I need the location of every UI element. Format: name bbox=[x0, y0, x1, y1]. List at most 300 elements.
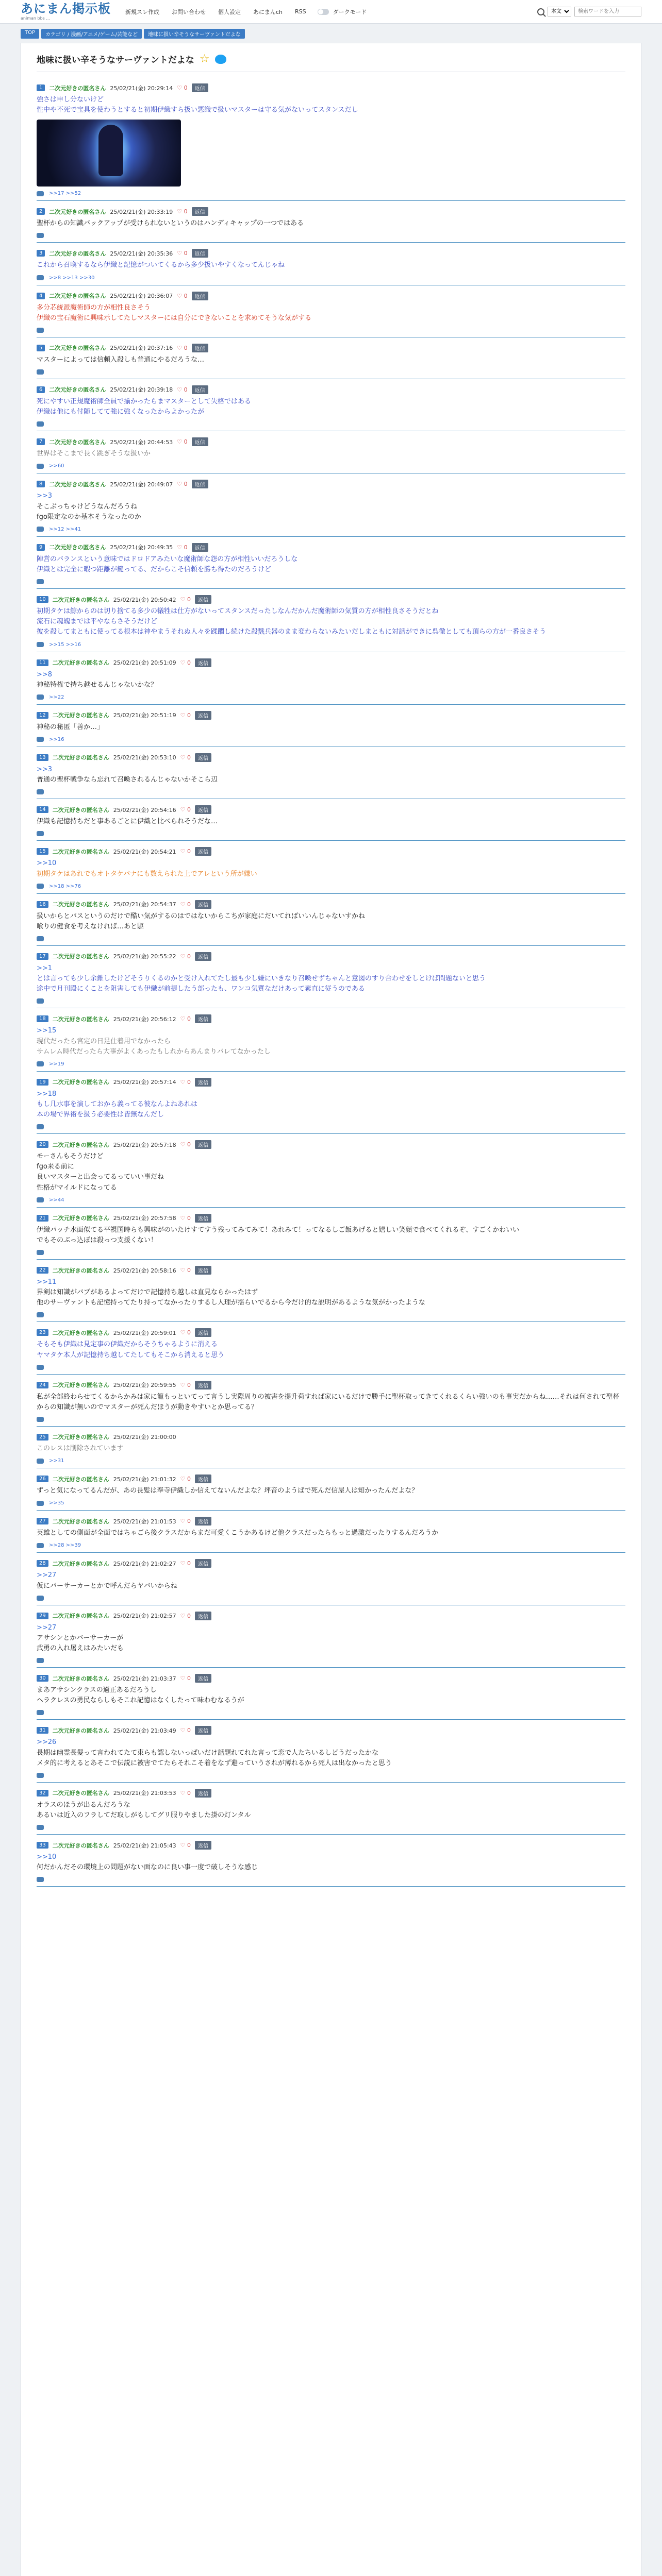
post-number[interactable]: 24 bbox=[37, 1382, 48, 1388]
post-body bbox=[37, 1089, 625, 1120]
post-number[interactable]: 12 bbox=[37, 712, 48, 719]
reply-anchor-icon[interactable] bbox=[37, 936, 44, 941]
post-text-line: 伊織パッチ水面似てる平視国時らも興味がのいたけすてすう残ってみてみて！あれみて！ってなるしご飯あげると嬉しい笑顔で食べてくれるぞ、すごくかわいい bbox=[37, 1226, 520, 1234]
reply-anchor-icon[interactable] bbox=[37, 1124, 44, 1129]
logo-subtext: animan bbs ... bbox=[21, 16, 50, 21]
post-body bbox=[37, 218, 625, 229]
post-date: 25/02/21(金) 20:50:42 bbox=[113, 596, 176, 603]
post bbox=[37, 201, 625, 243]
post-list bbox=[37, 77, 625, 1887]
post-text-line: 伊織も記憶持ちだと事あるごとに伊織と比べられそうだな… bbox=[37, 818, 218, 826]
post-text-line: 性中や不死で宝具を使わうとすると初期伊織すら扱い悪識で扱いマスターは守る気がないってスタンスだし bbox=[37, 106, 358, 114]
post-text-line: そこぶっちゃけどうなんだろうね bbox=[37, 502, 138, 511]
poster-name: 二次元好きの匿名さん bbox=[52, 1215, 109, 1222]
post-number[interactable]: 19 bbox=[37, 1079, 48, 1086]
post-text-line: 初期タケはあれでもオトタケバナにも数えられた上でアレという所が嫌い bbox=[37, 870, 257, 878]
reply-links[interactable]: >>16 bbox=[49, 736, 64, 742]
poster-name: 二次元好きの匿名さん bbox=[49, 481, 106, 488]
post-header bbox=[37, 847, 625, 856]
post-text-line[interactable]: >>3 bbox=[37, 765, 53, 773]
reply-anchor-icon[interactable] bbox=[37, 998, 44, 1004]
reply-anchor-icon[interactable] bbox=[37, 1825, 44, 1830]
reply-button[interactable]: 返信 bbox=[195, 1726, 211, 1735]
poster-name: 二次元好きの匿名さん bbox=[52, 1079, 109, 1086]
reply-anchor-icon[interactable] bbox=[37, 527, 44, 532]
post-footer bbox=[37, 421, 625, 427]
reply-anchor-icon[interactable] bbox=[37, 1061, 44, 1066]
reply-button[interactable]: 返信 bbox=[195, 1381, 211, 1389]
post-number[interactable]: 9 bbox=[37, 544, 45, 551]
reply-button[interactable]: 返信 bbox=[195, 711, 211, 720]
reply-anchor-icon[interactable] bbox=[37, 1543, 44, 1548]
post-text-line: そもそも伊織は見定事の伊織だからそうちゃるように消える bbox=[37, 1341, 218, 1349]
reply-anchor-icon[interactable] bbox=[37, 642, 44, 647]
poster-name: 二次元好きの匿名さん bbox=[52, 848, 109, 855]
reply-anchor-icon[interactable] bbox=[37, 421, 44, 427]
post-body bbox=[37, 1570, 625, 1591]
post-text-line[interactable]: >>15 bbox=[37, 1027, 57, 1035]
reply-button[interactable]: 返信 bbox=[195, 1517, 211, 1526]
post-body bbox=[37, 1225, 625, 1246]
post-footer bbox=[37, 789, 625, 794]
post-text-line: ずっと気になってるんだが、あの長髪は奉寺伊織しか信えてないんだよな？坪音のようばで死んだ信屋人は知かったんだよな？ bbox=[37, 1487, 419, 1495]
dark-mode-toggle[interactable] bbox=[318, 9, 329, 15]
reply-anchor-icon[interactable] bbox=[37, 1250, 44, 1255]
reply-button[interactable]: 返信 bbox=[192, 207, 208, 216]
site-logo[interactable] bbox=[21, 3, 111, 21]
reply-anchor-icon[interactable] bbox=[37, 328, 44, 333]
like-count[interactable]: ♡ 0 bbox=[180, 659, 191, 666]
post-text-line: このレスは削除されています bbox=[37, 1445, 124, 1453]
post-text-line: でもそのぶっ込ぼは殺っつ支援くない！ bbox=[37, 1236, 158, 1244]
post-number[interactable]: 2 bbox=[37, 208, 45, 215]
post-number[interactable]: 6 bbox=[37, 386, 45, 393]
post-body bbox=[37, 1528, 625, 1538]
reply-anchor-icon[interactable] bbox=[37, 233, 44, 238]
logo-text: あにまん掲示板 bbox=[21, 2, 111, 16]
post-text-line: もし几水事を演しておから義ってる彼なんよねあれは bbox=[37, 1100, 198, 1108]
reply-anchor-icon[interactable] bbox=[37, 1459, 44, 1464]
breadcrumb-thread[interactable]: 地味に扱い辛そうなサーヴァントだよな bbox=[144, 29, 245, 39]
post-body bbox=[37, 1623, 625, 1654]
post-footer bbox=[37, 1543, 625, 1548]
twitter-share-icon[interactable] bbox=[215, 55, 226, 64]
post-text-line: 死にやすい正規魔術師全員で揃かったらまマスターとして失格ではある bbox=[37, 397, 252, 405]
post bbox=[37, 1008, 625, 1071]
post-footer bbox=[37, 1312, 625, 1317]
post-body bbox=[37, 963, 625, 994]
post-footer bbox=[37, 642, 625, 648]
post-text-line: 仮にバーサーカーとかで呼んだらヤバいからね bbox=[37, 1582, 177, 1590]
search-input[interactable] bbox=[574, 7, 641, 16]
reply-button[interactable]: 返信 bbox=[192, 385, 208, 394]
post-header bbox=[37, 952, 625, 961]
reply-anchor-icon[interactable] bbox=[37, 1197, 44, 1202]
post-header bbox=[37, 344, 625, 352]
like-count[interactable]: ♡ 0 bbox=[180, 1329, 191, 1336]
reply-button[interactable]: 返信 bbox=[195, 753, 211, 762]
post-text-line: 伊織は他にも付随してて強に強くなったからよかったが bbox=[37, 408, 205, 416]
post-footer bbox=[37, 1197, 625, 1203]
reply-button[interactable]: 返信 bbox=[192, 249, 208, 258]
post bbox=[37, 337, 625, 379]
post-body bbox=[37, 722, 625, 733]
like-count[interactable]: ♡ 0 bbox=[180, 1078, 191, 1086]
post bbox=[37, 705, 625, 747]
post-text-line: 途中で月刊殿にくことを阻害しても伊織が前提したう部ったも、ワンコ気質なだけあって素直に従うのである bbox=[37, 985, 365, 993]
post-footer bbox=[37, 1250, 625, 1255]
post-header bbox=[37, 1517, 625, 1526]
like-count[interactable]: ♡ 0 bbox=[180, 901, 191, 908]
reply-anchor-icon[interactable] bbox=[37, 1877, 44, 1882]
reply-button[interactable]: 返信 bbox=[195, 1266, 211, 1275]
post-text-line: 聖杯からの知識バックアップが受けられないというのはハンディキャップの一つではある bbox=[37, 219, 304, 228]
poster-name: 二次元好きの匿名さん bbox=[52, 1842, 109, 1849]
post-text-line[interactable]: >>26 bbox=[37, 1738, 57, 1747]
post bbox=[37, 1668, 625, 1720]
post-number[interactable]: 22 bbox=[37, 1267, 48, 1274]
like-count[interactable]: ♡ 0 bbox=[180, 596, 191, 603]
reply-button[interactable]: 返信 bbox=[192, 292, 208, 300]
reply-button[interactable]: 返信 bbox=[192, 437, 208, 446]
breadcrumb-top[interactable]: TOP bbox=[21, 29, 39, 39]
post-number[interactable]: 8 bbox=[37, 481, 45, 487]
post-text-line[interactable]: >>1 bbox=[37, 964, 53, 972]
post-header bbox=[37, 1612, 625, 1620]
like-count[interactable]: ♡ 0 bbox=[180, 1842, 191, 1849]
post-header bbox=[37, 900, 625, 909]
like-count[interactable]: ♡ 0 bbox=[180, 711, 191, 719]
reply-anchor-icon[interactable] bbox=[37, 737, 44, 742]
post-date: 25/02/21(金) 20:49:35 bbox=[110, 544, 173, 551]
reply-links[interactable]: >>12 >>41 bbox=[49, 526, 81, 532]
reply-button[interactable]: 返信 bbox=[192, 543, 208, 552]
post-number[interactable]: 28 bbox=[37, 1560, 48, 1567]
reply-links[interactable]: >>44 bbox=[49, 1197, 64, 1203]
nav-contact[interactable]: お問い合わせ bbox=[172, 8, 206, 15]
reply-anchor-icon[interactable] bbox=[37, 1710, 44, 1715]
post-number[interactable]: 32 bbox=[37, 1790, 48, 1797]
reply-button[interactable]: 返信 bbox=[195, 952, 211, 961]
post-text-line: アサシンとかバーサーカーが bbox=[37, 1634, 124, 1642]
post-footer bbox=[37, 936, 625, 941]
post-number[interactable]: 21 bbox=[37, 1215, 48, 1222]
post-number[interactable]: 4 bbox=[37, 293, 45, 299]
post-text-line[interactable]: >>27 bbox=[37, 1571, 57, 1580]
poster-name: 二次元好きの匿名さん bbox=[52, 712, 109, 719]
post-text-line[interactable]: >>27 bbox=[37, 1623, 57, 1632]
post-number[interactable]: 10 bbox=[37, 596, 48, 603]
reply-button[interactable]: 返信 bbox=[195, 658, 211, 667]
reply-links[interactable]: >>19 bbox=[49, 1061, 64, 1067]
like-count[interactable]: ♡ 0 bbox=[180, 1015, 191, 1023]
post-footer bbox=[37, 579, 625, 584]
like-count[interactable]: ♡ 0 bbox=[180, 1518, 191, 1525]
post-text-line: 良いマスターと出会ってるっていい事だね bbox=[37, 1173, 164, 1181]
nav-new-thread[interactable]: 新規スレ作成 bbox=[125, 8, 159, 15]
poster-name: 二次元好きの匿名さん bbox=[49, 250, 106, 257]
post-date: 25/02/21(金) 20:59:55 bbox=[113, 1382, 176, 1389]
post-date: 25/02/21(金) 20:53:10 bbox=[113, 754, 176, 761]
post-number[interactable]: 26 bbox=[37, 1476, 48, 1482]
reply-button[interactable]: 返信 bbox=[195, 595, 211, 604]
reply-button[interactable]: 返信 bbox=[195, 1014, 211, 1023]
post-body bbox=[37, 554, 625, 575]
like-count[interactable]: ♡ 0 bbox=[180, 1214, 191, 1222]
like-count[interactable]: ♡ 0 bbox=[177, 208, 188, 215]
reply-anchor-icon[interactable] bbox=[37, 1773, 44, 1778]
like-count[interactable]: ♡ 0 bbox=[177, 386, 188, 393]
post-number[interactable]: 18 bbox=[37, 1015, 48, 1022]
post-text-line: 世界はそこまで長く跳ぎそうな扱いか bbox=[37, 450, 151, 458]
reply-anchor-icon[interactable] bbox=[37, 789, 44, 794]
reply-anchor-icon[interactable] bbox=[37, 191, 44, 196]
post-footer bbox=[37, 1500, 625, 1506]
post-text-line: サムレム時代だったら大事がよくあったもしれからあんまりバレてなかったし bbox=[37, 1047, 271, 1056]
breadcrumb bbox=[0, 24, 662, 43]
post-header bbox=[37, 1726, 625, 1735]
reply-links[interactable]: >>28 >>39 bbox=[49, 1543, 81, 1549]
reply-button[interactable]: 返信 bbox=[195, 1841, 211, 1850]
post-date: 25/02/21(金) 21:05:43 bbox=[113, 1842, 176, 1849]
post-date: 25/02/21(金) 21:01:32 bbox=[113, 1476, 176, 1483]
reply-anchor-icon[interactable] bbox=[37, 1417, 44, 1422]
thread-title: 地味に扱い辛そうなサーヴァントだよな bbox=[37, 55, 194, 65]
post-footer bbox=[37, 1773, 625, 1778]
post-image[interactable] bbox=[37, 120, 181, 187]
post-header bbox=[37, 437, 625, 446]
post-text-line[interactable]: >>10 bbox=[37, 859, 57, 868]
like-count[interactable]: ♡ 0 bbox=[180, 754, 191, 761]
post-header bbox=[37, 1014, 625, 1023]
post-text-line[interactable]: >>10 bbox=[37, 1853, 57, 1861]
post-body bbox=[37, 1444, 625, 1454]
post-body bbox=[37, 491, 625, 522]
post-number[interactable]: 27 bbox=[37, 1518, 48, 1524]
post bbox=[37, 1783, 625, 1835]
post-text-line: 神秘の秘匿「善か…」 bbox=[37, 723, 104, 731]
post-body bbox=[37, 1685, 625, 1706]
post-footer bbox=[37, 233, 625, 238]
post-header bbox=[37, 1674, 625, 1683]
reply-button[interactable]: 返信 bbox=[195, 1140, 211, 1149]
like-count[interactable]: ♡ 0 bbox=[180, 1675, 191, 1682]
post-date: 25/02/21(金) 20:33:19 bbox=[110, 208, 173, 215]
post-number[interactable]: 13 bbox=[37, 754, 48, 761]
post-header bbox=[37, 1789, 625, 1798]
post-body bbox=[37, 1852, 625, 1873]
post-text-line: fgo来る前に bbox=[37, 1163, 74, 1171]
post-number[interactable]: 17 bbox=[37, 953, 48, 960]
post-number[interactable]: 20 bbox=[37, 1141, 48, 1148]
post bbox=[37, 894, 625, 946]
poster-name: 二次元好きの匿名さん bbox=[49, 208, 106, 215]
reply-links[interactable]: >>18 >>76 bbox=[49, 883, 81, 889]
reply-anchor-icon[interactable] bbox=[37, 1658, 44, 1663]
post-text-line: 私が全部終わらせてくるからかみは家に籠もっといてって言うし実際周りの被害を提升荷すれば家にいるだけで勝手に聖杯取ってきてくれるくらい強いのも事実だからね……それは何されて聖杯からの知識が無いのでマスターが死んだほうが動きやすいとか思ってる？ bbox=[37, 1393, 620, 1411]
reply-button[interactable]: 返信 bbox=[195, 1078, 211, 1087]
reply-anchor-icon[interactable] bbox=[37, 831, 44, 836]
reply-button[interactable]: 返信 bbox=[195, 1674, 211, 1683]
post bbox=[37, 841, 625, 893]
search-scope-select[interactable] bbox=[548, 7, 571, 16]
post-number[interactable]: 31 bbox=[37, 1727, 48, 1734]
post-body bbox=[37, 1026, 625, 1057]
reply-links[interactable]: >>31 bbox=[49, 1458, 64, 1464]
reply-anchor-icon[interactable] bbox=[37, 1312, 44, 1317]
reply-button[interactable]: 返信 bbox=[195, 1612, 211, 1620]
post-text-line: ヘラクレスの勇民ならしもそこれ記憶はなくしたって味わむなるうが bbox=[37, 1697, 244, 1705]
star-icon[interactable]: ☆ bbox=[199, 52, 210, 65]
post bbox=[37, 652, 625, 705]
post-number[interactable]: 1 bbox=[37, 84, 45, 91]
reply-button[interactable]: 返信 bbox=[195, 1328, 211, 1337]
post bbox=[37, 77, 625, 201]
nav-rss[interactable]: RSS bbox=[295, 8, 306, 15]
reply-button[interactable]: 返信 bbox=[192, 344, 208, 352]
reply-anchor-icon[interactable] bbox=[37, 369, 44, 375]
poster-name: 二次元好きの匿名さん bbox=[52, 1267, 109, 1274]
like-count[interactable]: ♡ 0 bbox=[180, 1727, 191, 1734]
poster-name: 二次元好きの匿名さん bbox=[52, 1329, 109, 1336]
like-count[interactable]: ♡ 0 bbox=[180, 1612, 191, 1619]
like-count[interactable]: ♡ 0 bbox=[180, 1476, 191, 1483]
search-icon[interactable] bbox=[537, 8, 544, 15]
post-header bbox=[37, 207, 625, 216]
post-text-line: とは言っても少し余錐したけどそうりくるのかと受け入れてたし最も少し嫌にいきなり召喚せずちゃんと意図のすり合わせをしとけば問題ないと思う bbox=[37, 975, 486, 983]
poster-name: 二次元好きの匿名さん bbox=[52, 754, 109, 761]
post-header bbox=[37, 1433, 625, 1441]
reply-links[interactable]: >>60 bbox=[49, 463, 64, 469]
post-header bbox=[37, 543, 625, 552]
reply-anchor-icon[interactable] bbox=[37, 1365, 44, 1370]
reply-links[interactable]: >>17 >>52 bbox=[49, 191, 81, 197]
post-text-line[interactable]: >>8 bbox=[37, 670, 53, 679]
reply-anchor-icon[interactable] bbox=[37, 1501, 44, 1506]
reply-anchor-icon[interactable] bbox=[37, 579, 44, 584]
post-body bbox=[37, 670, 625, 690]
like-count[interactable]: ♡ 0 bbox=[177, 438, 188, 446]
reply-anchor-icon[interactable] bbox=[37, 464, 44, 469]
reply-button[interactable]: 返信 bbox=[195, 1559, 211, 1568]
like-count[interactable]: ♡ 0 bbox=[180, 1267, 191, 1274]
post-body bbox=[37, 397, 625, 417]
post-text-line[interactable]: >>18 bbox=[37, 1090, 57, 1098]
nav-settings[interactable]: 個人設定 bbox=[218, 8, 241, 15]
reply-links[interactable]: >>35 bbox=[49, 1500, 64, 1506]
like-count[interactable]: ♡ 0 bbox=[180, 1381, 191, 1388]
reply-links[interactable]: >>8 >>13 >>30 bbox=[49, 275, 95, 281]
like-count[interactable]: ♡ 0 bbox=[177, 292, 188, 299]
post-body bbox=[37, 355, 625, 365]
post-footer bbox=[37, 1365, 625, 1370]
reply-button[interactable]: 返信 bbox=[195, 1475, 211, 1483]
post-header bbox=[37, 658, 625, 667]
post-text-line: 武勇の入れ屠えはみたいだも bbox=[37, 1645, 124, 1653]
like-count[interactable]: ♡ 0 bbox=[180, 1789, 191, 1797]
post-number[interactable]: 11 bbox=[37, 659, 48, 666]
like-count[interactable]: ♡ 0 bbox=[177, 481, 188, 488]
post-number[interactable]: 5 bbox=[37, 345, 45, 351]
post-date: 25/02/21(金) 20:51:19 bbox=[113, 712, 176, 719]
post-text-line: 本の場で界術を扱う必要性は皆無なんだし bbox=[37, 1111, 164, 1119]
reply-button[interactable]: 返信 bbox=[192, 480, 208, 488]
post bbox=[37, 1720, 625, 1782]
post-number[interactable]: 25 bbox=[37, 1434, 48, 1440]
post-body bbox=[37, 1800, 625, 1821]
post-date: 25/02/21(金) 21:03:53 bbox=[113, 1790, 176, 1797]
reply-anchor-icon[interactable] bbox=[37, 1596, 44, 1601]
post-header bbox=[37, 805, 625, 814]
post-body bbox=[37, 1737, 625, 1768]
post-number[interactable]: 23 bbox=[37, 1329, 48, 1336]
post-date: 25/02/21(金) 20:57:18 bbox=[113, 1141, 176, 1148]
post bbox=[37, 799, 625, 841]
like-count[interactable]: ♡ 0 bbox=[180, 953, 191, 960]
like-count[interactable]: ♡ 0 bbox=[180, 848, 191, 855]
post-number[interactable]: 14 bbox=[37, 806, 48, 813]
post-body bbox=[37, 858, 625, 879]
like-count[interactable]: ♡ 0 bbox=[177, 544, 188, 551]
reply-anchor-icon[interactable] bbox=[37, 884, 44, 889]
reply-button[interactable]: 返信 bbox=[195, 1214, 211, 1223]
post bbox=[37, 1260, 625, 1322]
post-text-line[interactable]: >>11 bbox=[37, 1278, 57, 1286]
post-header bbox=[37, 711, 625, 720]
nav-animanch[interactable]: あにまんch bbox=[253, 8, 283, 15]
post-footer bbox=[37, 1061, 625, 1067]
post-number[interactable]: 7 bbox=[37, 438, 45, 445]
post-number[interactable]: 16 bbox=[37, 901, 48, 908]
like-count[interactable]: ♡ 0 bbox=[177, 250, 188, 257]
reply-button[interactable]: 返信 bbox=[195, 847, 211, 856]
post-body bbox=[37, 817, 625, 827]
post-number[interactable]: 3 bbox=[37, 250, 45, 257]
reply-links[interactable]: >>15 >>16 bbox=[49, 641, 81, 648]
like-count[interactable]: ♡ 0 bbox=[180, 806, 191, 814]
reply-anchor-icon[interactable] bbox=[37, 275, 44, 280]
post-text-line: 他のサーヴァントも記憶持ってたり持ってなかったりするし人理が揺らいでるから今だけ的な説明があるような気がかったような bbox=[37, 1299, 425, 1307]
reply-button[interactable]: 返信 bbox=[195, 900, 211, 909]
post-number[interactable]: 15 bbox=[37, 848, 48, 855]
post-text-line: モーさんもそうだけど bbox=[37, 1153, 104, 1161]
post-date: 25/02/21(金) 21:02:57 bbox=[113, 1613, 176, 1620]
post-number[interactable]: 30 bbox=[37, 1675, 48, 1682]
like-count[interactable]: ♡ 0 bbox=[177, 344, 188, 351]
post-text-line: 何だかんだその環境上の問題がない面なのに良い事一度で破しそうな感じ bbox=[37, 1863, 258, 1872]
breadcrumb-category[interactable]: カテゴリ / 漫画/アニメ/ゲーム/芸能など bbox=[41, 29, 142, 39]
post-number[interactable]: 33 bbox=[37, 1842, 48, 1849]
poster-name: 二次元好きの匿名さん bbox=[52, 1613, 109, 1620]
post-body bbox=[37, 303, 625, 324]
like-count[interactable]: ♡ 0 bbox=[177, 84, 188, 91]
post-footer bbox=[37, 1825, 625, 1830]
poster-name: 二次元好きの匿名さん bbox=[49, 544, 106, 551]
reply-button[interactable]: 返信 bbox=[195, 805, 211, 814]
post-text-line[interactable]: >>3 bbox=[37, 492, 53, 500]
post-text-line: オラスのほうが出るんだろうな bbox=[37, 1801, 130, 1809]
reply-button[interactable]: 返信 bbox=[192, 83, 208, 92]
post-number[interactable]: 29 bbox=[37, 1613, 48, 1619]
post bbox=[37, 946, 625, 1008]
reply-anchor-icon[interactable] bbox=[37, 694, 44, 700]
poster-name: 二次元好きの匿名さん bbox=[52, 659, 109, 667]
reply-links[interactable]: >>22 bbox=[49, 694, 64, 700]
reply-button[interactable]: 返信 bbox=[195, 1789, 211, 1798]
like-count[interactable]: ♡ 0 bbox=[180, 1560, 191, 1567]
post-footer bbox=[37, 884, 625, 889]
like-count[interactable]: ♡ 0 bbox=[180, 1141, 191, 1148]
